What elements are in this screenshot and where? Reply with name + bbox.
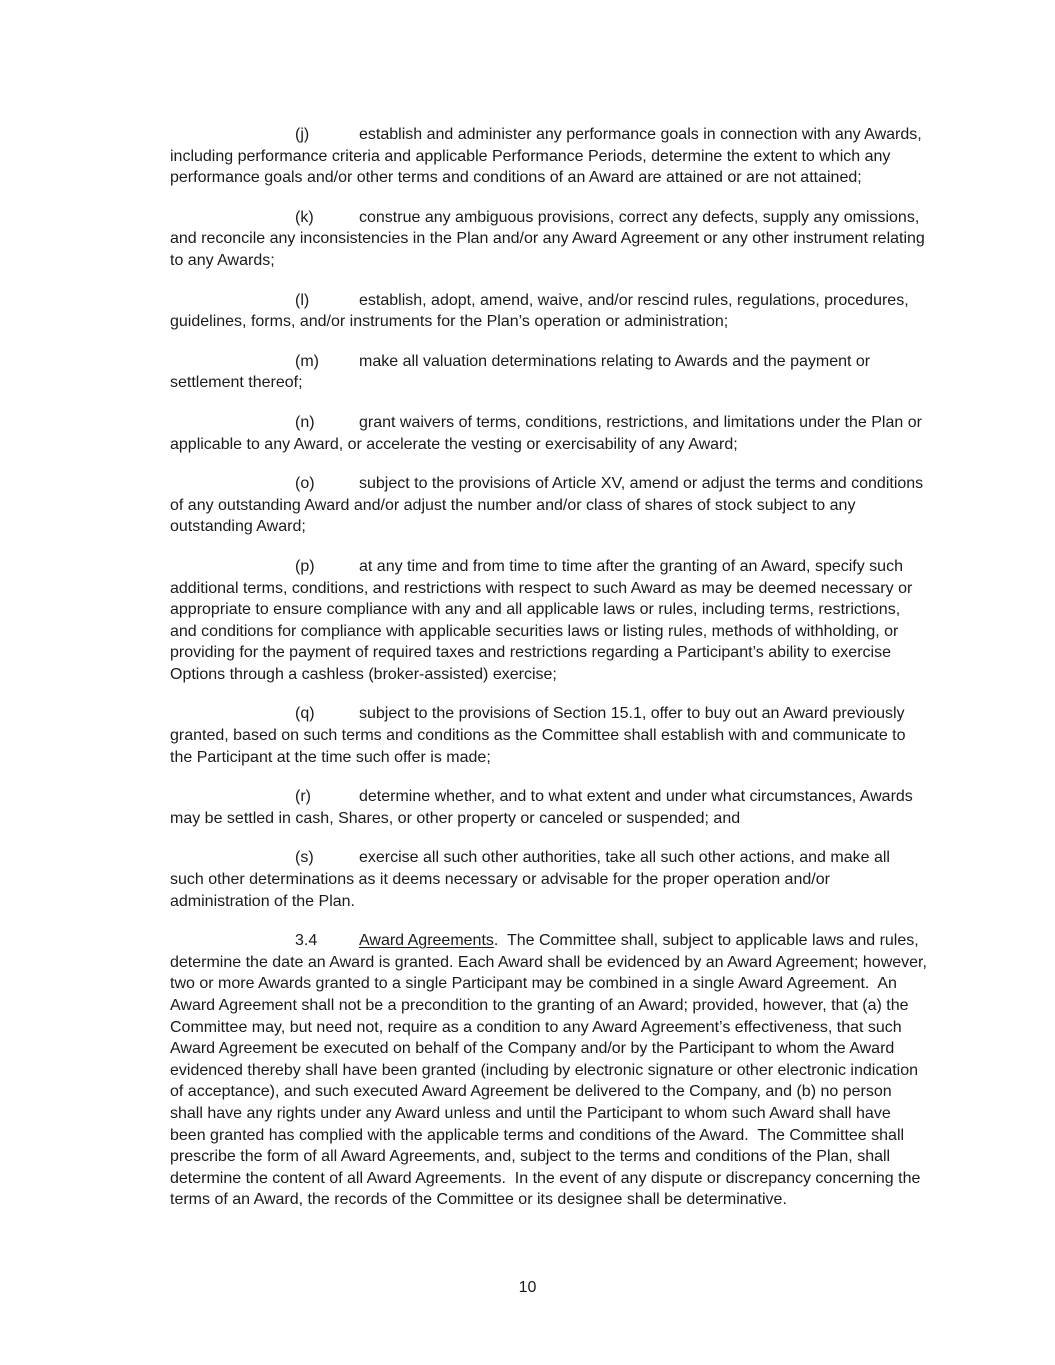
clause-text: subject to the provisions of Section 15.1, offer to buy out an Award previously granted, based on such terms and conditions as the Committee shall establish with and communicate to the Participant at the time such offer is made; bbox=[170, 705, 910, 766]
clause-label: (l) bbox=[295, 291, 310, 309]
clause-text: construe any ambiguous provisions, correct any defects, supply any omissions, and reconcile any inconsistencies in the Plan and/or any Award Agreement or any other instrument relating to any Awards; bbox=[170, 208, 930, 269]
clause-label: (k) bbox=[295, 208, 314, 226]
page-number: 10 bbox=[518, 1279, 537, 1296]
clause-paragraph-k bbox=[170, 207, 930, 272]
clause-label: (p) bbox=[295, 557, 315, 575]
clause-label: (s) bbox=[295, 849, 314, 867]
clause-label: (j) bbox=[295, 126, 310, 143]
section-number: 3.4 bbox=[295, 932, 318, 950]
clause-paragraph-q bbox=[170, 703, 927, 768]
section-3-4-paragraph bbox=[170, 930, 932, 1211]
clause-text: grant waivers of terms, conditions, restrictions, and limitations under the Plan or applicable to any Award, or accelerate the vesting or exercisability of any Award; bbox=[170, 413, 927, 453]
clause-label: (q) bbox=[295, 705, 315, 723]
clause-paragraph-l bbox=[170, 290, 927, 333]
clause-paragraph-r bbox=[170, 786, 927, 829]
clause-text: at any time and from time to time after the granting of an Award, specify such additional terms, conditions, and restrictions with respect to such Award as may be deemed necessary or appropriate to ensure compliance with any and all applicable laws or rules, including terms, restrictions, and conditions for compliance with applicable securities laws or listing rules, methods of withholding, or providing for the payment of required taxes and restrictions regarding a Participant’s ability to exercise Options through a cashless (broker-assisted) exercise; bbox=[170, 557, 917, 683]
document-body bbox=[170, 124, 932, 1211]
clause-text: make all valuation determinations relating to Awards and the payment or settlement thereof; bbox=[170, 352, 875, 392]
clause-text: establish and administer any performance goals in connection with any Awards, including performance criteria and applicable Performance Periods, determine the extent to which any performance goals and/or other terms and conditions of an Award are attained or are not attained; bbox=[170, 126, 927, 187]
clause-text: determine whether, and to what extent and under what circumstances, Awards may be settled in cash, Shares, or other property or canceled or suspended; and bbox=[170, 788, 918, 827]
clause-paragraph-n bbox=[170, 412, 927, 455]
section-heading: Award Agreements bbox=[359, 932, 494, 950]
clause-label: (o) bbox=[295, 475, 315, 493]
section-text: . The Committee shall, subject to applicable laws and rules, determine the date an Award is granted. Each Award shall be evidenced by an Award Agreement; however, two or more Awards granted to a single Participant may be combined in a single Award Agreement. An Award Agreement shall not be a precondition to the granting of an Award; provided, however, that (a) the Committee may, but need not, require as a condition to any Award Agreement’s effectiveness, that such Award Agreement be executed on behalf of the Company and/or by the Participant to whom the Award evidenced thereby shall have been granted (including by electronic signature or other electronic indication of acceptance), and such executed Award Agreement be delivered to the Company, and (b) no person shall have any rights under any Award unless and until the Participant to whom such Award shall have been granted has complied with the applicable terms and conditions of the Award. The Committee shall prescribe the form of all Award Agreements, and, subject to the terms and conditions of the Plan, shall determine the content of all Award Agreements. In the event of any dispute or discrepancy concerning the terms of an Award, the records of the Committee or its designee shall be determinative. bbox=[170, 932, 932, 1209]
clause-text: subject to the provisions of Article XV, amend or adjust the terms and conditions of any outstanding Award and/or adjust the number and/or class of shares of stock subject to any outstanding Award; bbox=[170, 475, 928, 536]
clause-text: exercise all such other authorities, take all such other actions, and make all such other determinations as it deems necessary or advisable for the proper operation and/or administration of the Plan. bbox=[170, 849, 895, 910]
clause-paragraph-s bbox=[170, 847, 927, 912]
clause-label: (r) bbox=[295, 788, 311, 806]
clause-paragraph-j bbox=[170, 124, 927, 189]
clause-paragraph-p bbox=[170, 556, 927, 686]
clause-paragraph-m bbox=[170, 351, 927, 394]
clause-paragraph-o bbox=[170, 473, 927, 538]
clause-label: (m) bbox=[295, 352, 319, 370]
clause-text: establish, adopt, amend, waive, and/or rescind rules, regulations, procedures, guidelines, forms, and/or instruments for the Plan’s operation or administration; bbox=[170, 291, 914, 331]
clause-label: (n) bbox=[295, 413, 315, 431]
